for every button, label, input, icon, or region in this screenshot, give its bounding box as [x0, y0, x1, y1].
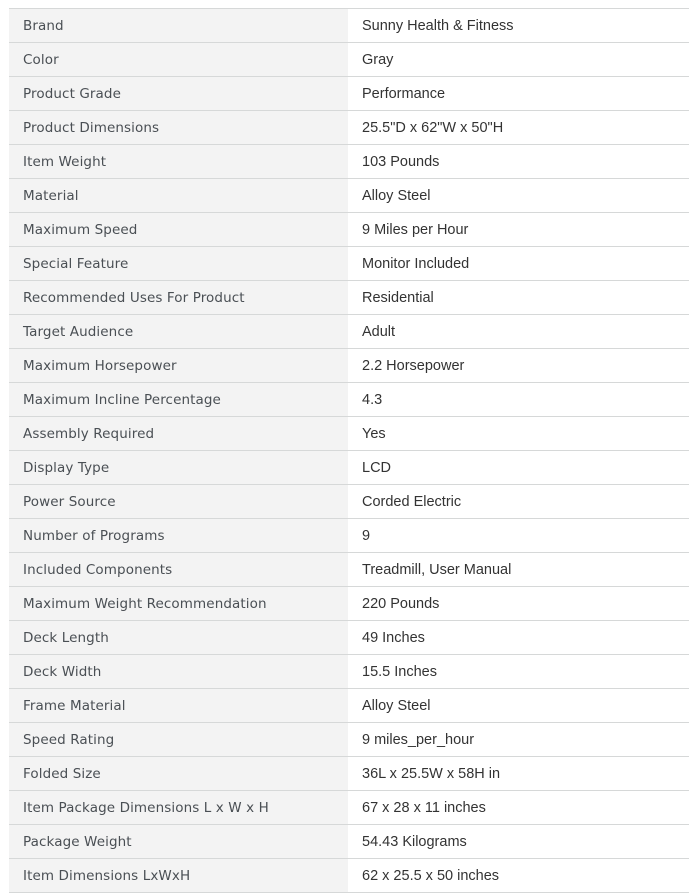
spec-label: Material	[9, 179, 348, 213]
spec-value: Alloy Steel	[348, 689, 689, 723]
spec-row-color	[9, 43, 689, 77]
spec-row-display-type	[9, 451, 689, 485]
spec-label: Display Type	[9, 451, 348, 485]
spec-row-maximum-weight-recommendation	[9, 587, 689, 621]
spec-label: Product Grade	[9, 77, 348, 111]
spec-label: Speed Rating	[9, 723, 348, 757]
spec-label: Maximum Weight Recommendation	[9, 587, 348, 621]
spec-value: 9 Miles per Hour	[348, 213, 689, 247]
product-specifications-table	[9, 8, 689, 893]
spec-value: 220 Pounds	[348, 587, 689, 621]
spec-label: Number of Programs	[9, 519, 348, 553]
spec-value: 67 x 28 x 11 inches	[348, 791, 689, 825]
spec-row-frame-material	[9, 689, 689, 723]
spec-value: 49 Inches	[348, 621, 689, 655]
spec-label: Power Source	[9, 485, 348, 519]
spec-label: Item Weight	[9, 145, 348, 179]
spec-row-number-of-programs	[9, 519, 689, 553]
spec-value: Performance	[348, 77, 689, 111]
spec-row-folded-size	[9, 757, 689, 791]
spec-label: Maximum Horsepower	[9, 349, 348, 383]
spec-label: Maximum Speed	[9, 213, 348, 247]
spec-value: Yes	[348, 417, 689, 451]
spec-row-assembly-required	[9, 417, 689, 451]
spec-value: Adult	[348, 315, 689, 349]
spec-table-body	[9, 9, 689, 893]
spec-value: Residential	[348, 281, 689, 315]
spec-label: Brand	[9, 9, 348, 43]
spec-value: 103 Pounds	[348, 145, 689, 179]
spec-value: 2.2 Horsepower	[348, 349, 689, 383]
spec-value: Treadmill, User Manual	[348, 553, 689, 587]
spec-row-maximum-horsepower	[9, 349, 689, 383]
spec-value: Sunny Health & Fitness	[348, 9, 689, 43]
spec-row-target-audience	[9, 315, 689, 349]
spec-row-deck-length	[9, 621, 689, 655]
spec-row-included-components	[9, 553, 689, 587]
spec-label: Target Audience	[9, 315, 348, 349]
spec-row-item-weight	[9, 145, 689, 179]
spec-label: Package Weight	[9, 825, 348, 859]
spec-label: Assembly Required	[9, 417, 348, 451]
spec-value: 9 miles_per_hour	[348, 723, 689, 757]
spec-label: Maximum Incline Percentage	[9, 383, 348, 417]
spec-label: Special Feature	[9, 247, 348, 281]
spec-value: LCD	[348, 451, 689, 485]
spec-label: Included Components	[9, 553, 348, 587]
spec-row-product-grade	[9, 77, 689, 111]
spec-value: Corded Electric	[348, 485, 689, 519]
spec-label: Color	[9, 43, 348, 77]
spec-value: Monitor Included	[348, 247, 689, 281]
spec-label: Item Dimensions LxWxH	[9, 859, 348, 893]
spec-row-item-package-dimensions	[9, 791, 689, 825]
spec-value: 54.43 Kilograms	[348, 825, 689, 859]
spec-value: Gray	[348, 43, 689, 77]
spec-value: 36L x 25.5W x 58H in	[348, 757, 689, 791]
spec-value: 9	[348, 519, 689, 553]
spec-value: 62 x 25.5 x 50 inches	[348, 859, 689, 893]
spec-label: Frame Material	[9, 689, 348, 723]
spec-row-maximum-incline	[9, 383, 689, 417]
spec-row-package-weight	[9, 825, 689, 859]
spec-row-deck-width	[9, 655, 689, 689]
spec-label: Product Dimensions	[9, 111, 348, 145]
spec-row-material	[9, 179, 689, 213]
spec-label: Deck Width	[9, 655, 348, 689]
spec-row-item-dimensions	[9, 859, 689, 893]
spec-row-speed-rating	[9, 723, 689, 757]
spec-value: 15.5 Inches	[348, 655, 689, 689]
spec-row-recommended-uses	[9, 281, 689, 315]
spec-row-maximum-speed	[9, 213, 689, 247]
spec-row-special-feature	[9, 247, 689, 281]
spec-row-brand	[9, 9, 689, 43]
spec-label: Folded Size	[9, 757, 348, 791]
spec-label: Deck Length	[9, 621, 348, 655]
spec-value: 25.5"D x 62"W x 50"H	[348, 111, 689, 145]
spec-row-power-source	[9, 485, 689, 519]
spec-value: 4.3	[348, 383, 689, 417]
spec-label: Recommended Uses For Product	[9, 281, 348, 315]
spec-label: Item Package Dimensions L x W x H	[9, 791, 348, 825]
spec-value: Alloy Steel	[348, 179, 689, 213]
spec-row-product-dimensions	[9, 111, 689, 145]
